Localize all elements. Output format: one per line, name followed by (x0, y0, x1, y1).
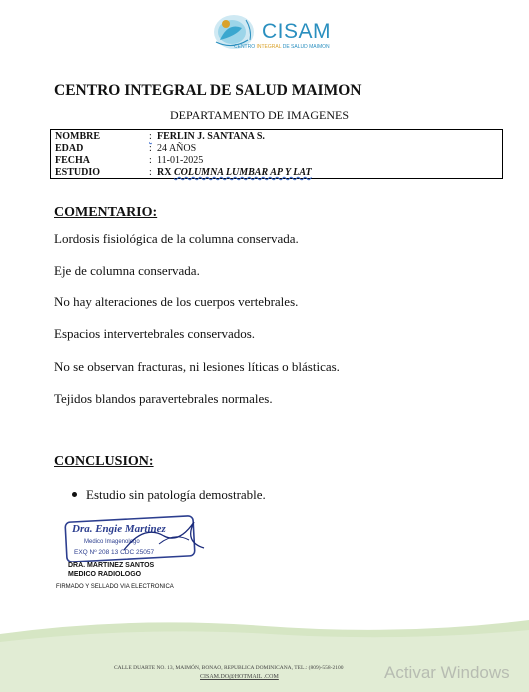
info-label: ESTUDIO (55, 167, 101, 178)
info-colon: : (149, 143, 152, 154)
cisam-logo (198, 10, 332, 56)
signer-name: DRA. MARTINEZ SANTOS (68, 562, 155, 569)
comment-line: No se observan fracturas, ni lesiones líticas o blásticas. (54, 359, 340, 374)
comment-line: Eje de columna conservada. (54, 263, 200, 278)
stamp-id: EXQ Nº 208 13 CDC 25057 (74, 549, 155, 556)
info-colon: : (149, 167, 152, 178)
info-label: FECHA (55, 155, 90, 166)
logo-subtitle: CENTRO INTEGRAL DE SALUD MAIMON (234, 44, 330, 50)
info-label: NOMBRE (55, 131, 100, 142)
document-title: CENTRO INTEGRAL DE SALUD MAIMON (54, 82, 362, 99)
conclusion-heading: CONCLUSION: (54, 454, 154, 469)
comment-heading: COMENTARIO: (54, 205, 158, 220)
bullet-icon (72, 492, 77, 497)
signer-title: MEDICO RADIOLOGO (68, 571, 142, 578)
info-value: FERLIN J. SANTANA S. (157, 131, 265, 142)
conclusion-item: Estudio sin patología demostrable. (86, 487, 266, 502)
info-colon: : (149, 155, 152, 166)
patient-info-box (50, 129, 503, 179)
info-value: RX COLUMNA LUMBAR AP Y LAT (157, 167, 312, 178)
comment-line: Lordosis fisiológica de la columna conservada. (54, 231, 299, 246)
info-colon: : (149, 131, 152, 142)
info-value: 24 AÑOS (157, 143, 197, 154)
info-label: EDAD (55, 143, 84, 154)
department-name: DEPARTAMENTO DE IMAGENES (170, 108, 349, 122)
logo-text: CISAM (262, 20, 332, 43)
signature-stamp (64, 514, 214, 562)
stamp-role: Medico Imagenologo (84, 539, 140, 545)
signature-note: FIRMADO Y SELLADO VIA ELECTRONICA (56, 584, 174, 590)
activation-watermark: Activar Windows (384, 663, 510, 682)
footer-address: CALLE DUARTE NO. 13, MAIMÓN, BONAO, REPUBLICA DOMINICANA, TEL.: (809)-558-2100 (114, 665, 344, 671)
comment-line: Tejidos blandos paravertebrales normales. (54, 391, 273, 406)
footer-email[interactable]: CISAM.DO@HOTMAIL .COM (200, 674, 279, 680)
comment-line: Espacios intervertebrales conservados. (54, 326, 256, 341)
stamp-name: Dra. Engie Martinez (72, 523, 166, 535)
info-value: 11-01-2025 (157, 155, 204, 166)
comment-line: No hay alteraciones de los cuerpos vertebrales. (54, 294, 299, 309)
